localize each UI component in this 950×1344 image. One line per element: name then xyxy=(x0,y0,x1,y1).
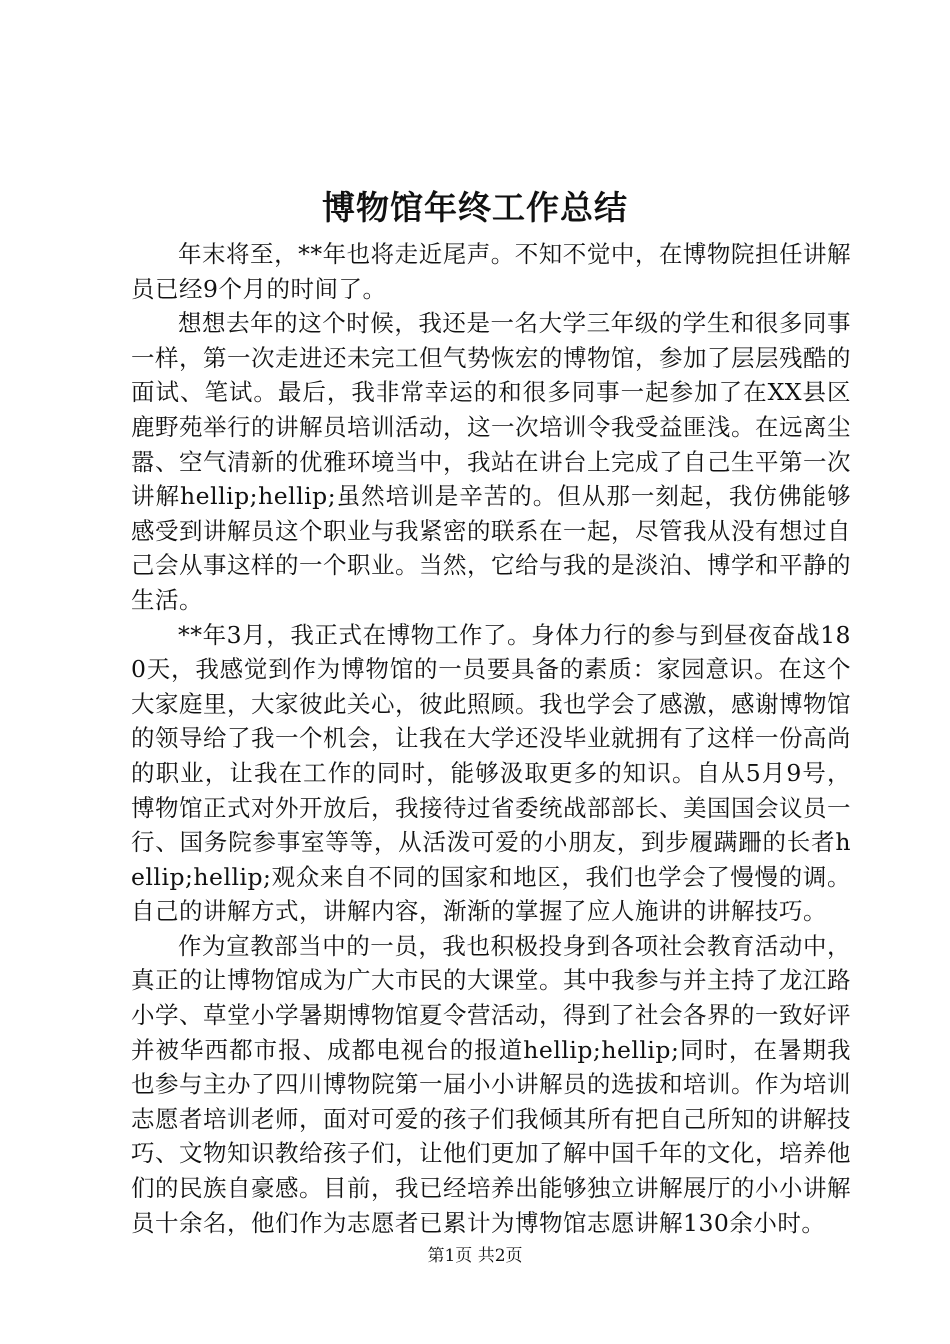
page-footer xyxy=(0,1244,950,1268)
page-indicator: 第1页 共2页 xyxy=(427,1246,523,1266)
paragraph-4: 作为宣教部当中的一员，我也积极投身到各项社会教育活动中，真正的让博物馆成为广大市民的大课堂。其中我参与并主持了龙江路小学、草堂小学暑期博物馆夏令营活动，得到了社会各界的一致好评并被华西都市报、成都电视台的报道hellip;hellip;同时，在暑期我也参与主办了四川博物院第一届小小讲解员的选拔和培训。作为培训志愿者培训老师，面对可爱的孩子们我倾其所有把自己所知的讲解技巧、文物知识教给孩子们，让他们更加了解中国千年的文化，培养他们的民族自豪感。目前，我已经培养出能够独立讲解展厅的小小讲解员十余名，他们作为志愿者已累计为博物馆志愿讲解130余小时。 xyxy=(131,931,851,1237)
paragraph-3: **年3月，我正式在博物工作了。身体力行的参与到昼夜奋战180天，我感觉到作为博物馆的一员要具备的素质：家园意识。在这个大家庭里，大家彼此关心，彼此照顾。我也学会了感激，感谢博物馆的领导给了我一个机会，让我在大学还没毕业就拥有了这样一份高尚的职业，让我在工作的同时，能够汲取更多的知识。自从5月9号，博物馆正式对外开放后，我接待过省委统战部部长、美国国会议员一行、国务院参事室等等，从活泼可爱的小朋友，到步履蹒跚的长者hellip;hellip;观众来自不同的国家和地区，我们也学会了慢慢的调。自己的讲解方式，讲解内容，渐渐的掌握了应人施讲的讲解技巧。 xyxy=(131,620,851,926)
paragraph-2: 想想去年的这个时候，我还是一名大学三年级的学生和很多同事一样，第一次走进还未完工但气势恢宏的博物馆，参加了层层残酷的面试、笔试。最后，我非常幸运的和很多同事一起参加了在XX县区鹿野苑举行的讲解员培训活动，这一次培训令我受益匪浅。在远离尘嚣、空气清新的优雅环境当中，我站在讲台上完成了自己生平第一次讲解hellip;hellip;虽然培训是辛苦的。但从那一刻起，我仿佛能够感受到讲解员这个职业与我紧密的联系在一起，尽管我从没有想过自己会从事这样的一个职业。当然，它给与我的是淡泊、博学和平静的生活。 xyxy=(131,309,851,614)
paragraph-1: 年末将至，**年也将走近尾声。不知不觉中，在博物院担任讲解员已经9个月的时间了。 xyxy=(131,240,851,303)
document-title: 博物馆年终工作总结 xyxy=(322,188,628,227)
document-body xyxy=(131,237,851,1240)
